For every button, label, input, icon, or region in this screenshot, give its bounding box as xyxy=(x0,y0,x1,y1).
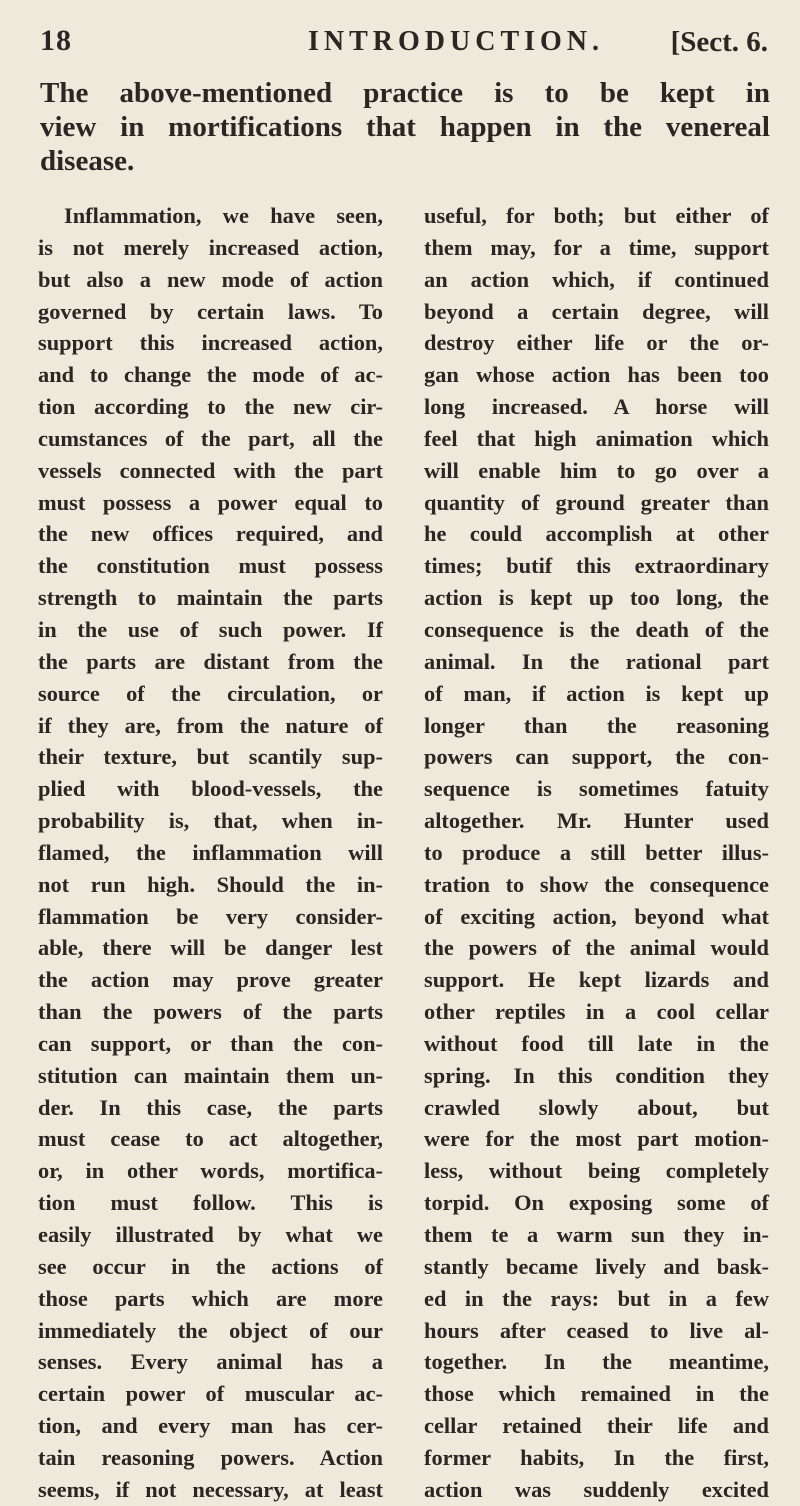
right-column-line: will enable him to go over a xyxy=(424,457,769,483)
right-column-line: consequence is the death of the xyxy=(424,616,769,642)
left-column-line: but also a new mode of action xyxy=(38,266,383,292)
right-column-line: destroy either life or the or- xyxy=(424,330,769,356)
left-column-line: immediately the object of our xyxy=(38,1317,383,1343)
right-column-line: to produce a still better illus- xyxy=(424,839,769,865)
left-column-line: not run high. Should the in- xyxy=(38,871,383,897)
left-column-line: is not merely increased action, xyxy=(38,234,383,260)
page-number: 18 xyxy=(40,24,72,57)
left-column-line: source of the circulation, or xyxy=(38,680,383,706)
right-column-line: other reptiles in a cool cellar xyxy=(424,999,769,1025)
left-column-line: tion must follow. This is xyxy=(38,1190,383,1216)
left-column-line: senses. Every animal has a xyxy=(38,1349,383,1375)
right-column-line: sequence is sometimes fatuity xyxy=(424,776,769,802)
left-column-line: vessels connected with the part xyxy=(38,457,383,483)
right-column xyxy=(424,200,769,1506)
intro-line: The above-mentioned practice is to be kept in xyxy=(40,77,770,109)
left-column-line: governed by certain laws. To xyxy=(38,298,383,324)
right-column-line: times; butif this extraordinary xyxy=(424,553,769,579)
right-column-line: gan whose action has been too xyxy=(424,362,769,388)
left-column-line: probability is, that, when in- xyxy=(38,808,383,834)
right-column-line: useful, for both; but either of xyxy=(424,203,769,228)
right-column-line: tration to show the consequence xyxy=(424,871,769,897)
left-column-line: and to change the mode of ac- xyxy=(38,362,383,388)
left-column-line: those parts which are more xyxy=(38,1285,383,1311)
left-column-line: must cease to act altogether, xyxy=(38,1126,383,1152)
right-column-line: of exciting action, beyond what xyxy=(424,903,769,929)
right-column-line: powers can support, the con- xyxy=(424,744,769,770)
left-column-line: strength to maintain the parts xyxy=(38,585,383,611)
right-column-line: hours after ceased to live al- xyxy=(424,1317,769,1343)
left-column-line: der. In this case, the parts xyxy=(38,1094,383,1120)
right-column-line: less, without being completely xyxy=(424,1158,769,1184)
left-column-line: stitution can maintain them un- xyxy=(38,1062,383,1088)
running-title: INTRODUCTION. xyxy=(308,26,605,57)
running-head xyxy=(38,18,768,62)
right-column-line: action was suddenly excited xyxy=(424,1476,769,1502)
right-column-line: stantly became lively and bask- xyxy=(424,1253,769,1279)
left-column-line: in the use of such power. If xyxy=(38,616,383,642)
left-column-line: the action may prove greater xyxy=(38,967,383,993)
right-column-line: without food till late in the xyxy=(424,1030,769,1056)
left-column-line: cumstances of the part, all the xyxy=(38,425,383,451)
right-column-line: former habits, In the first, xyxy=(424,1444,769,1470)
left-column-line: see occur in the actions of xyxy=(38,1253,383,1279)
left-column-line: if they are, from the nature of xyxy=(38,712,383,738)
right-column-line: action is kept up too long, the xyxy=(424,585,769,611)
left-column-line: support this increased action, xyxy=(38,330,383,356)
left-column-line: must possess a power equal to xyxy=(38,489,383,515)
right-column-line: the powers of the animal would xyxy=(424,935,769,961)
right-column-line: torpid. On exposing some of xyxy=(424,1190,769,1216)
left-column-line: plied with blood-vessels, the xyxy=(38,776,383,802)
right-column-line: were for the most part motion- xyxy=(424,1126,769,1152)
left-column-line: the constitution must possess xyxy=(38,553,383,579)
right-column-line: those which remained in the xyxy=(424,1381,769,1407)
intro-line: view in mortifications that happen in the venereal xyxy=(40,111,770,143)
left-column-line: certain power of muscular ac- xyxy=(38,1381,383,1407)
right-column-line: altogether. Mr. Hunter used xyxy=(424,808,769,834)
right-column-line: them te a warm sun they in- xyxy=(424,1222,769,1247)
left-column-line: flammation be very consider- xyxy=(38,903,383,929)
intro-line: disease. xyxy=(40,145,135,177)
right-column-line: quantity of ground greater than xyxy=(424,489,769,515)
right-column-line: crawled slowly about, but xyxy=(424,1094,769,1120)
left-column-line: able, there will be danger lest xyxy=(38,935,383,961)
right-column-line: feel that high animation which xyxy=(424,425,769,451)
left-column-line: tion according to the new cir- xyxy=(38,394,383,420)
right-column-line: together. In the meantime, xyxy=(424,1349,769,1375)
left-column-line: seems, if not necessary, at least xyxy=(38,1476,383,1502)
right-column-line: he could accomplish at other xyxy=(424,521,769,547)
left-column-line: or, in other words, mortifica- xyxy=(38,1158,383,1184)
left-column-line: tain reasoning powers. Action xyxy=(38,1444,383,1470)
right-column-line: of man, if action is kept up xyxy=(424,680,769,706)
right-column-line: them may, for a time, support xyxy=(424,234,769,260)
left-column-line: flamed, the inflammation will xyxy=(38,839,383,865)
right-column-line: an action which, if continued xyxy=(424,266,769,292)
right-column-line: beyond a certain degree, will xyxy=(424,298,769,324)
left-column xyxy=(38,200,383,1506)
section-mark: [Sect. 6. xyxy=(670,26,768,58)
right-column-line: ed in the rays: but in a few xyxy=(424,1285,769,1311)
right-column-line: longer than the reasoning xyxy=(424,712,769,738)
intro-paragraph xyxy=(40,76,770,178)
right-column-line: support. He kept lizards and xyxy=(424,967,769,993)
left-column-line: than the powers of the parts xyxy=(38,999,383,1025)
left-column-line: Inflammation, we have seen, xyxy=(64,203,383,228)
left-column-line: the parts are distant from the xyxy=(38,648,383,674)
left-column-line: the new offices required, and xyxy=(38,521,383,547)
right-column-line: cellar retained their life and xyxy=(424,1413,769,1439)
left-column-line: easily illustrated by what we xyxy=(38,1222,383,1247)
right-column-line: spring. In this condition they xyxy=(424,1062,769,1088)
left-column-line: tion, and every man has cer- xyxy=(38,1413,383,1439)
left-column-line: their texture, but scantily sup- xyxy=(38,744,383,770)
left-column-line: can support, or than the con- xyxy=(38,1030,383,1056)
right-column-line: long increased. A horse will xyxy=(424,394,769,420)
right-column-line: animal. In the rational part xyxy=(424,648,769,674)
